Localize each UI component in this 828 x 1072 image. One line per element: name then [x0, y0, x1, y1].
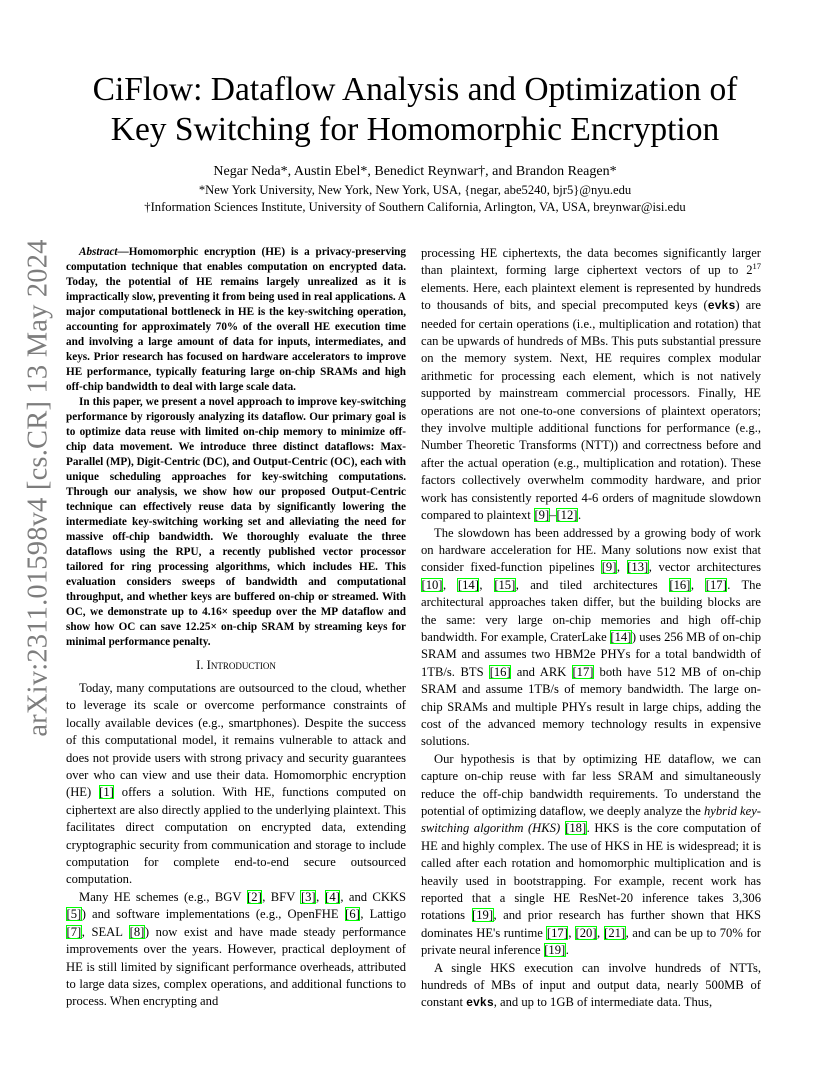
citation-link[interactable]: [16]	[489, 664, 511, 679]
title-line-2: Key Switching for Homomorphic Encryption	[110, 111, 720, 148]
citation-link[interactable]: [14]	[610, 629, 632, 644]
section-heading-introduction: I. Introduction	[196, 658, 276, 672]
citation-link[interactable]: [20]	[575, 925, 597, 940]
abstract-paragraph-1	[66, 245, 406, 395]
citation-link[interactable]: [2]	[247, 889, 262, 904]
abstract-paragraph-2: In this paper, we present a novel approach to improve key-switching performance by rigorously analyzing its dataflow. Our primary goal is to optimize data reuse with limited on-chip memory to minimize off-chip data movement. We introduce three distinct dataflows: Max-Parallel (MP), Digit-Centric (DC), and Output-Centric (OC), each with unique scheduling approaches for key-switching computations. Through our analysis, we show how our proposed Output-Centric technique can effectively reuse data by significantly lowering the intermediate key-switching working set and alleviating the need for massive off-chip bandwidth. We thoroughly evaluate the three dataflows using the RPU, a recently published vector processor tailored for ring processing algorithms, which includes HE. This evaluation considers sweeps of bandwidth and computational throughput, and whether keys are buffered on-chip or streamed. With OC, we demonstrate up to 4.16× speedup over the MP dataflow and show how OC can save 12.25× on-chip SRAM by streaming keys for minimal performance penalty.	[66, 396, 406, 648]
citation-link[interactable]: [1]	[99, 785, 114, 800]
citation-link[interactable]: [17]	[546, 925, 568, 940]
citation-link[interactable]: [10]	[421, 577, 443, 592]
affiliation-isi: †Information Sciences Institute, University of Southern California, Arlington, VA, USA, breynwar@isi.edu	[144, 200, 686, 214]
paper-title	[60, 70, 770, 150]
citation-link[interactable]: [18]	[565, 821, 587, 836]
arxiv-sidebar-stamp	[18, 239, 60, 737]
intro-paragraph-2: Many HE schemes (e.g., BGV [2], BFV [3], [4], and CKKS [5]) and software implementations (e.g., OpenFHE [6], Lattigo [7], SEAL [8]) now exist and have made steady performance improvements over the years. However, practical deployment of HE is still limited by significant performance overheads, attributed to large data sizes, complex operations, and additional functions to process. When encrypting and	[66, 889, 407, 1009]
right-paragraph-1: processing HE ciphertexts, the data becomes significantly larger than plaintext, forming large ciphertext vectors of up to $2^{17}$ elements. Here, each plaintext element is represented by hundreds to thousands of bits, and special precomputed keys (evks) are needed for certain operations (i.e., multiplication and rotation) that can be upwards of hundreds of MBs. This puts substantial pressure on the memory system. Next, HE requires complex modular arithmetic for processing each element, which is not natively supported by mainstream commercial processors. Finally, HE operations are not one-to-one conversions of plaintext operators; they involve multiple additional functions for performance (e.g., Number Theoretic Transforms (NTT)) and correctness before and after the actual operation (e.g., multiplication and rotation). These factors collectively overwhelm commodity hardware, and prior work has consistently reported 4-6 orders of magnitude slowdown compared to plaintext [9]–[12].	[421, 246, 761, 523]
citation-link[interactable]: [17]	[705, 577, 727, 592]
citation-link[interactable]: [17]	[572, 664, 594, 679]
citation-link[interactable]: [7]	[66, 924, 82, 939]
citation-link[interactable]: [5]	[66, 907, 82, 922]
abstract-label: Abstract	[79, 246, 118, 258]
citation-link[interactable]: [9]	[534, 508, 550, 523]
citation-link[interactable]: [3]	[300, 889, 316, 904]
right-paragraph-3: Our hypothesis is that by optimizing HE dataflow, we can capture on-chip reuse with far less SRAM and simultaneously reduce the off-chip bandwidth requirements. To understand the potential of optimizing dataflow, we deeply analyze the hybrid key-switching algorithm (HKS) [18]. HKS is the core computation of HE and highly complex. The use of HKS in HE is widespread; it is called after each rotation and homomorphic multiplication and is heavily used in bootstrapping. For example, recent work has reported that a single HE ResNet-20 inference takes 3,306 rotations [19], and prior research has further shown that HKS dominates HE's runtime [17], [20], [21], and can be up to 70% for private neural inference [19].	[421, 751, 762, 958]
intro-paragraph-1: Today, many computations are outsourced to the cloud, whether to leverage its scale or overcome performance constraints of locally available devices (e.g., smartphones). Despite the success of this computational model, it remains vulnerable to attack and does not provide users with strong privacy and security guarantees over who can view and use their data. Homomorphic encryption (HE) [1] offers a solution. With HE, functions computed on ciphertext are also directly applied to the underlying plaintext. This facilitates direct computation on encrypted data, extending cryptographic security from communication and storage to include computation for complete end-to-end secure outsourced computation.	[66, 681, 406, 887]
citation-link[interactable]: [19]	[472, 908, 494, 923]
arxiv-identifier: arXiv:2311.01598v4 [cs.CR] 13 May 2024	[23, 239, 54, 737]
right-paragraph-4: A single HKS execution can involve hundreds of NTTs, hundreds of MBs of input and output data, nearly 500MB of constant evks, and up to 1GB of intermediate data. Thus,	[421, 960, 761, 1011]
abstract	[66, 245, 406, 650]
title-line-1: CiFlow: Dataflow Analysis and Optimization of	[92, 71, 738, 108]
citation-link[interactable]: [16]	[669, 577, 691, 592]
citation-link[interactable]: [8]	[129, 924, 145, 939]
citation-link[interactable]: [12]	[556, 508, 578, 523]
right-paragraph-2: The slowdown has been addressed by a growing body of work on hardware acceleration for HE. Many solutions now exist that consider fixed-function pipelines [9], [13], vector architectures [10], [14], [15], and tiled architectures [16], [17]. The architectural approaches taken differ, but the building blocks are the same: very large on-chip memories and high off-chip bandwidth. For example, CraterLake [14]) uses 256 MB of on-chip SRAM and assumes two HBM2e PHYs for a total bandwidth of 1TB/s. BTS [16] and ARK [17] both have 512 MB of on-chip SRAM and assume 1TB/s of memory bandwidth. The large on-chip SRAMs and multiple PHYs result in large chips, adding the cost of the advanced memory technology results in expensive solutions.	[421, 525, 762, 749]
citation-link[interactable]: [13]	[627, 560, 649, 575]
citation-link[interactable]: [19]	[544, 943, 566, 958]
affiliation-nyu: *New York University, New York, New York, USA, {negar, abe5240, bjr5}@nyu.edu	[198, 183, 632, 197]
abstract-text-1: —Homomorphic encryption (HE) is a privacy-preserving computation technique that enables computation on encrypted data. Today, the potential of HE remains largely unrealized as it is impractically slow, preventing it from being used in real applications. A major computational bottleneck in HE is the key-switching operation, accounting for approximately 70% of the overall HE execution time and involving a large amount of data for inputs, intermediates, and keys. Prior research has focused on hardware accelerators to improve HE performance, typically featuring large on-chip SRAMs and high off-chip bandwidth to deal with large scale data.	[66, 246, 406, 393]
citation-link[interactable]: [15]	[494, 577, 516, 592]
citation-link[interactable]: [21]	[604, 925, 626, 940]
right-column	[421, 245, 761, 1013]
left-column	[66, 245, 406, 1011]
citation-link[interactable]: [14]	[457, 577, 479, 592]
citation-link[interactable]: [9]	[601, 560, 617, 575]
citation-link[interactable]: [6]	[345, 907, 360, 922]
author-list: Negar Neda*, Austin Ebel*, Benedict Reynwar†, and Brandon Reagen*	[213, 164, 617, 179]
citation-link[interactable]: [4]	[325, 889, 340, 904]
